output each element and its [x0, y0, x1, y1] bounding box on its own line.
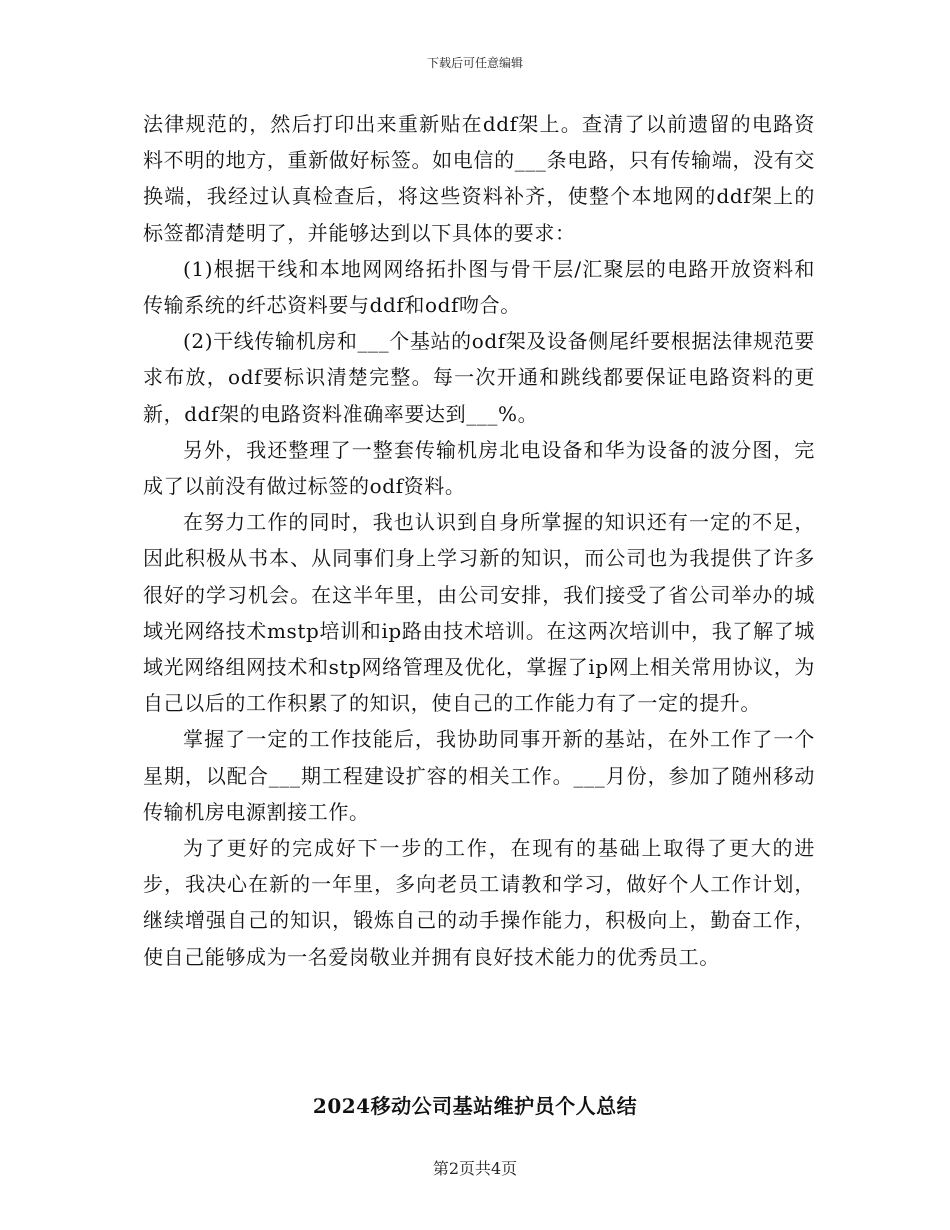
page-header: 下载后可任意编辑 [426, 56, 523, 70]
paragraph-6: 掌握了一定的工作技能后，我协助同事开新的基站，在外工作了一个星期，以配合___期工程建设扩容的相关工作。___月份，参加了随州移动传输机房电源割接工作。 [143, 727, 815, 824]
paragraph-3: (2)干线传输机房和___个基站的odf架及设备侧尾纤要根据法律规范要求布放，odf要标识清楚完整。每一次开通和跳线都要保证电路资料的更新，ddf架的电路资料准确率要达到___%。 [143, 329, 815, 426]
section-title: 2024移动公司基站维护员个人总结 [312, 1094, 638, 1118]
paragraph-4: 另外，我还整理了一整套传输机房北电设备和华为设备的波分图，完成了以前没有做过标签的odf资料。 [143, 437, 815, 499]
paragraph-1: 法律规范的，然后打印出来重新贴在ddf架上。查清了以前遗留的电路资料不明的地方，重新做好标签。如电信的___条电路，只有传输端，没有交换端，我经过认真检查后，将这些资料补齐，使整个本地网的ddf架上的标签都清楚明了，并能够达到以下具体的要求： [143, 112, 815, 245]
document-body [143, 106, 815, 975]
paragraph-5: 在努力工作的同时，我也认识到自身所掌握的知识还有一定的不足，因此积极从书本、从同事们身上学习新的知识，而公司也为我提供了许多很好的学习机会。在这半年里，由公司安排，我们接受了省公司举办的城域光网络技术mstp培训和ip路由技术培训。在这两次培训中，我了解了城域光网络组网技术和stp网络管理及优化，掌握了ip网上相关常用协议，为自己以后的工作积累了的知识，使自己的工作能力有了一定的提升。 [143, 510, 815, 716]
paragraph-2: (1)根据干线和本地网网络拓扑图与骨干层/汇聚层的电路开放资料和传输系统的纤芯资料要与ddf和odf吻合。 [143, 256, 815, 318]
paragraph-7: 为了更好的完成好下一步的工作，在现有的基础上取得了更大的进步，我决心在新的一年里，多向老员工请教和学习，做好个人工作计划，继续增强自己的知识，锻炼自己的动手操作能力，积极向上，勤奋工作，使自己能够成为一名爱岗敬业并拥有良好技术能力的优秀员工。 [143, 836, 815, 969]
page-footer: 第2页共4页 [432, 1159, 518, 1178]
